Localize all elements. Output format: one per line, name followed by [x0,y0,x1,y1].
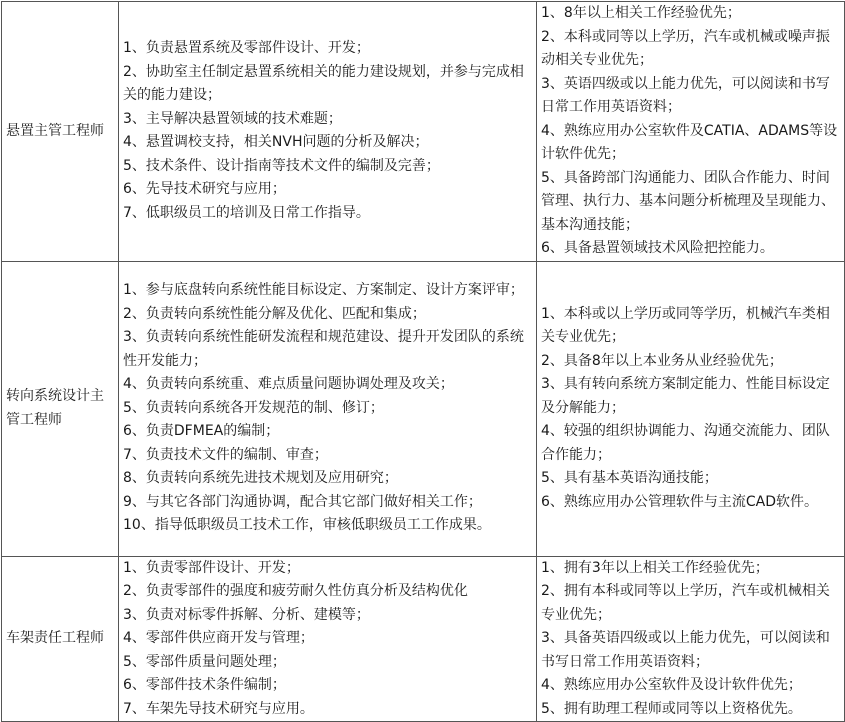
requirement-item: 6、具备悬置领域技术风险把控能力。 [541,240,774,256]
requirements-cell [537,261,845,556]
duties-list [123,557,532,722]
requirement-item: 1、8年以上相关工作经验优先； [541,5,741,21]
duty-item: 6、先导技术研究与应用； [123,181,286,198]
job-title-cell: 悬置主管工程师 [2,2,119,262]
requirement-item: 3、具备英语四级或以上能力优先，可以阅读和书写日常工作用英语资料； [541,630,830,670]
requirements-list [541,2,840,261]
duty-item: 3、主导解决悬置领域的技术难题； [123,110,342,127]
requirement-item: 4、较强的组织协调能力、沟通交流能力、团队合作能力； [541,423,830,463]
duty-item: 2、负责转向系统性能分解及优化、匹配和集成； [123,305,426,322]
requirement-item: 3、英语四级或以上能力优先，可以阅读和书写日常工作用英语资料； [541,75,830,115]
duty-item: 2、协助室主任制定悬置系统相关的能力建设规划，并参与完成相关的能力建设； [123,63,524,104]
requirement-item: 1、拥有3年以上相关工作经验优先； [541,559,769,576]
requirement-item: 2、具备8年以上本业务从业经验优先； [541,352,783,369]
requirement-item: 2、本科或同等以上学历，汽车或机械或噪声振动相关专业优先； [541,28,830,68]
duty-item: 7、负责技术文件的编制、审查； [123,446,328,463]
duty-item: 4、悬置调校支持，相关NVH问题的分析及解决； [123,134,429,151]
requirements-cell [537,2,845,262]
table-row [2,261,845,556]
requirement-item: 5、具备跨部门沟通能力、团队合作能力、时间管理、执行力、基本问题分析梳理及呈现能力、基本沟通技能； [541,169,835,233]
requirements-list [541,303,840,515]
job-table [1,1,845,722]
duty-item: 1、负责零部件设计、开发； [123,559,300,576]
duty-item: 8、负责转向系统先进技术规划及应用研究； [123,470,398,487]
requirement-item: 5、拥有助理工程师或同等以上资格优先。 [541,700,802,717]
duty-item: 6、负责DFMEA的编制； [123,423,280,440]
duty-item: 9、与其它各部门沟通协调，配合其它部门做好相关工作； [123,493,482,510]
table-row [2,2,845,262]
duty-item: 4、零部件供应商开发与管理； [123,630,314,646]
requirement-item: 2、拥有本科或同等以上学历，汽车或机械相关专业优先； [541,583,830,623]
duty-item: 4、负责转向系统重、难点质量问题协调处理及攻关； [123,376,454,393]
duties-cell [119,2,537,262]
duty-item: 2、负责零部件的强度和疲劳耐久性仿真分析及结构优化 [123,583,468,599]
requirements-list [541,557,840,722]
requirement-item: 3、具有转向系统方案制定能力、性能目标设定及分解能力； [541,376,830,416]
duty-item: 6、零部件技术条件编制； [123,677,286,693]
requirements-cell [537,556,845,722]
duty-item: 7、低职级员工的培训及日常工作指导。 [123,204,370,221]
requirement-item: 1、本科或以上学历或同等学历，机械汽车类相关专业优先； [541,305,830,346]
duty-item: 1、负责悬置系统及零部件设计、开发； [123,40,370,57]
duties-list [123,37,532,225]
duties-cell [119,556,537,722]
job-title-cell: 车架责任工程师 [2,556,119,722]
duties-list [123,279,532,538]
requirement-item: 4、熟练应用办公室软件及CATIA、ADAMS等设计软件优先； [541,122,838,162]
duty-item: 1、参与底盘转向系统性能目标设定、方案制定、设计方案评审； [123,282,524,299]
duty-item: 10、指导低职级员工技术工作，审核低职级员工工作成果。 [123,517,491,534]
requirement-item: 4、熟练应用办公室软件及设计软件优先； [541,677,802,693]
requirement-item: 6、熟练应用办公管理软件与主流CAD软件。 [541,493,819,510]
requirement-item: 5、具有基本英语沟通技能； [541,470,718,487]
table-row [2,556,845,722]
duty-item: 3、负责转向系统性能研发流程和规范建设、提升开发团队的系统性开发能力； [123,329,524,369]
job-title-cell: 转向系统设计主管工程师 [2,261,119,556]
duty-item: 7、车架先导技术研究与应用。 [123,700,314,717]
duty-item: 3、负责对标零件拆解、分析、建模等； [123,606,370,623]
duty-item: 5、零部件质量问题处理； [123,653,286,670]
duties-cell [119,261,537,556]
duty-item: 5、负责转向系统各开发规范的制、修订； [123,399,384,416]
duty-item: 5、技术条件、设计指南等技术文件的编制及完善； [123,157,440,174]
